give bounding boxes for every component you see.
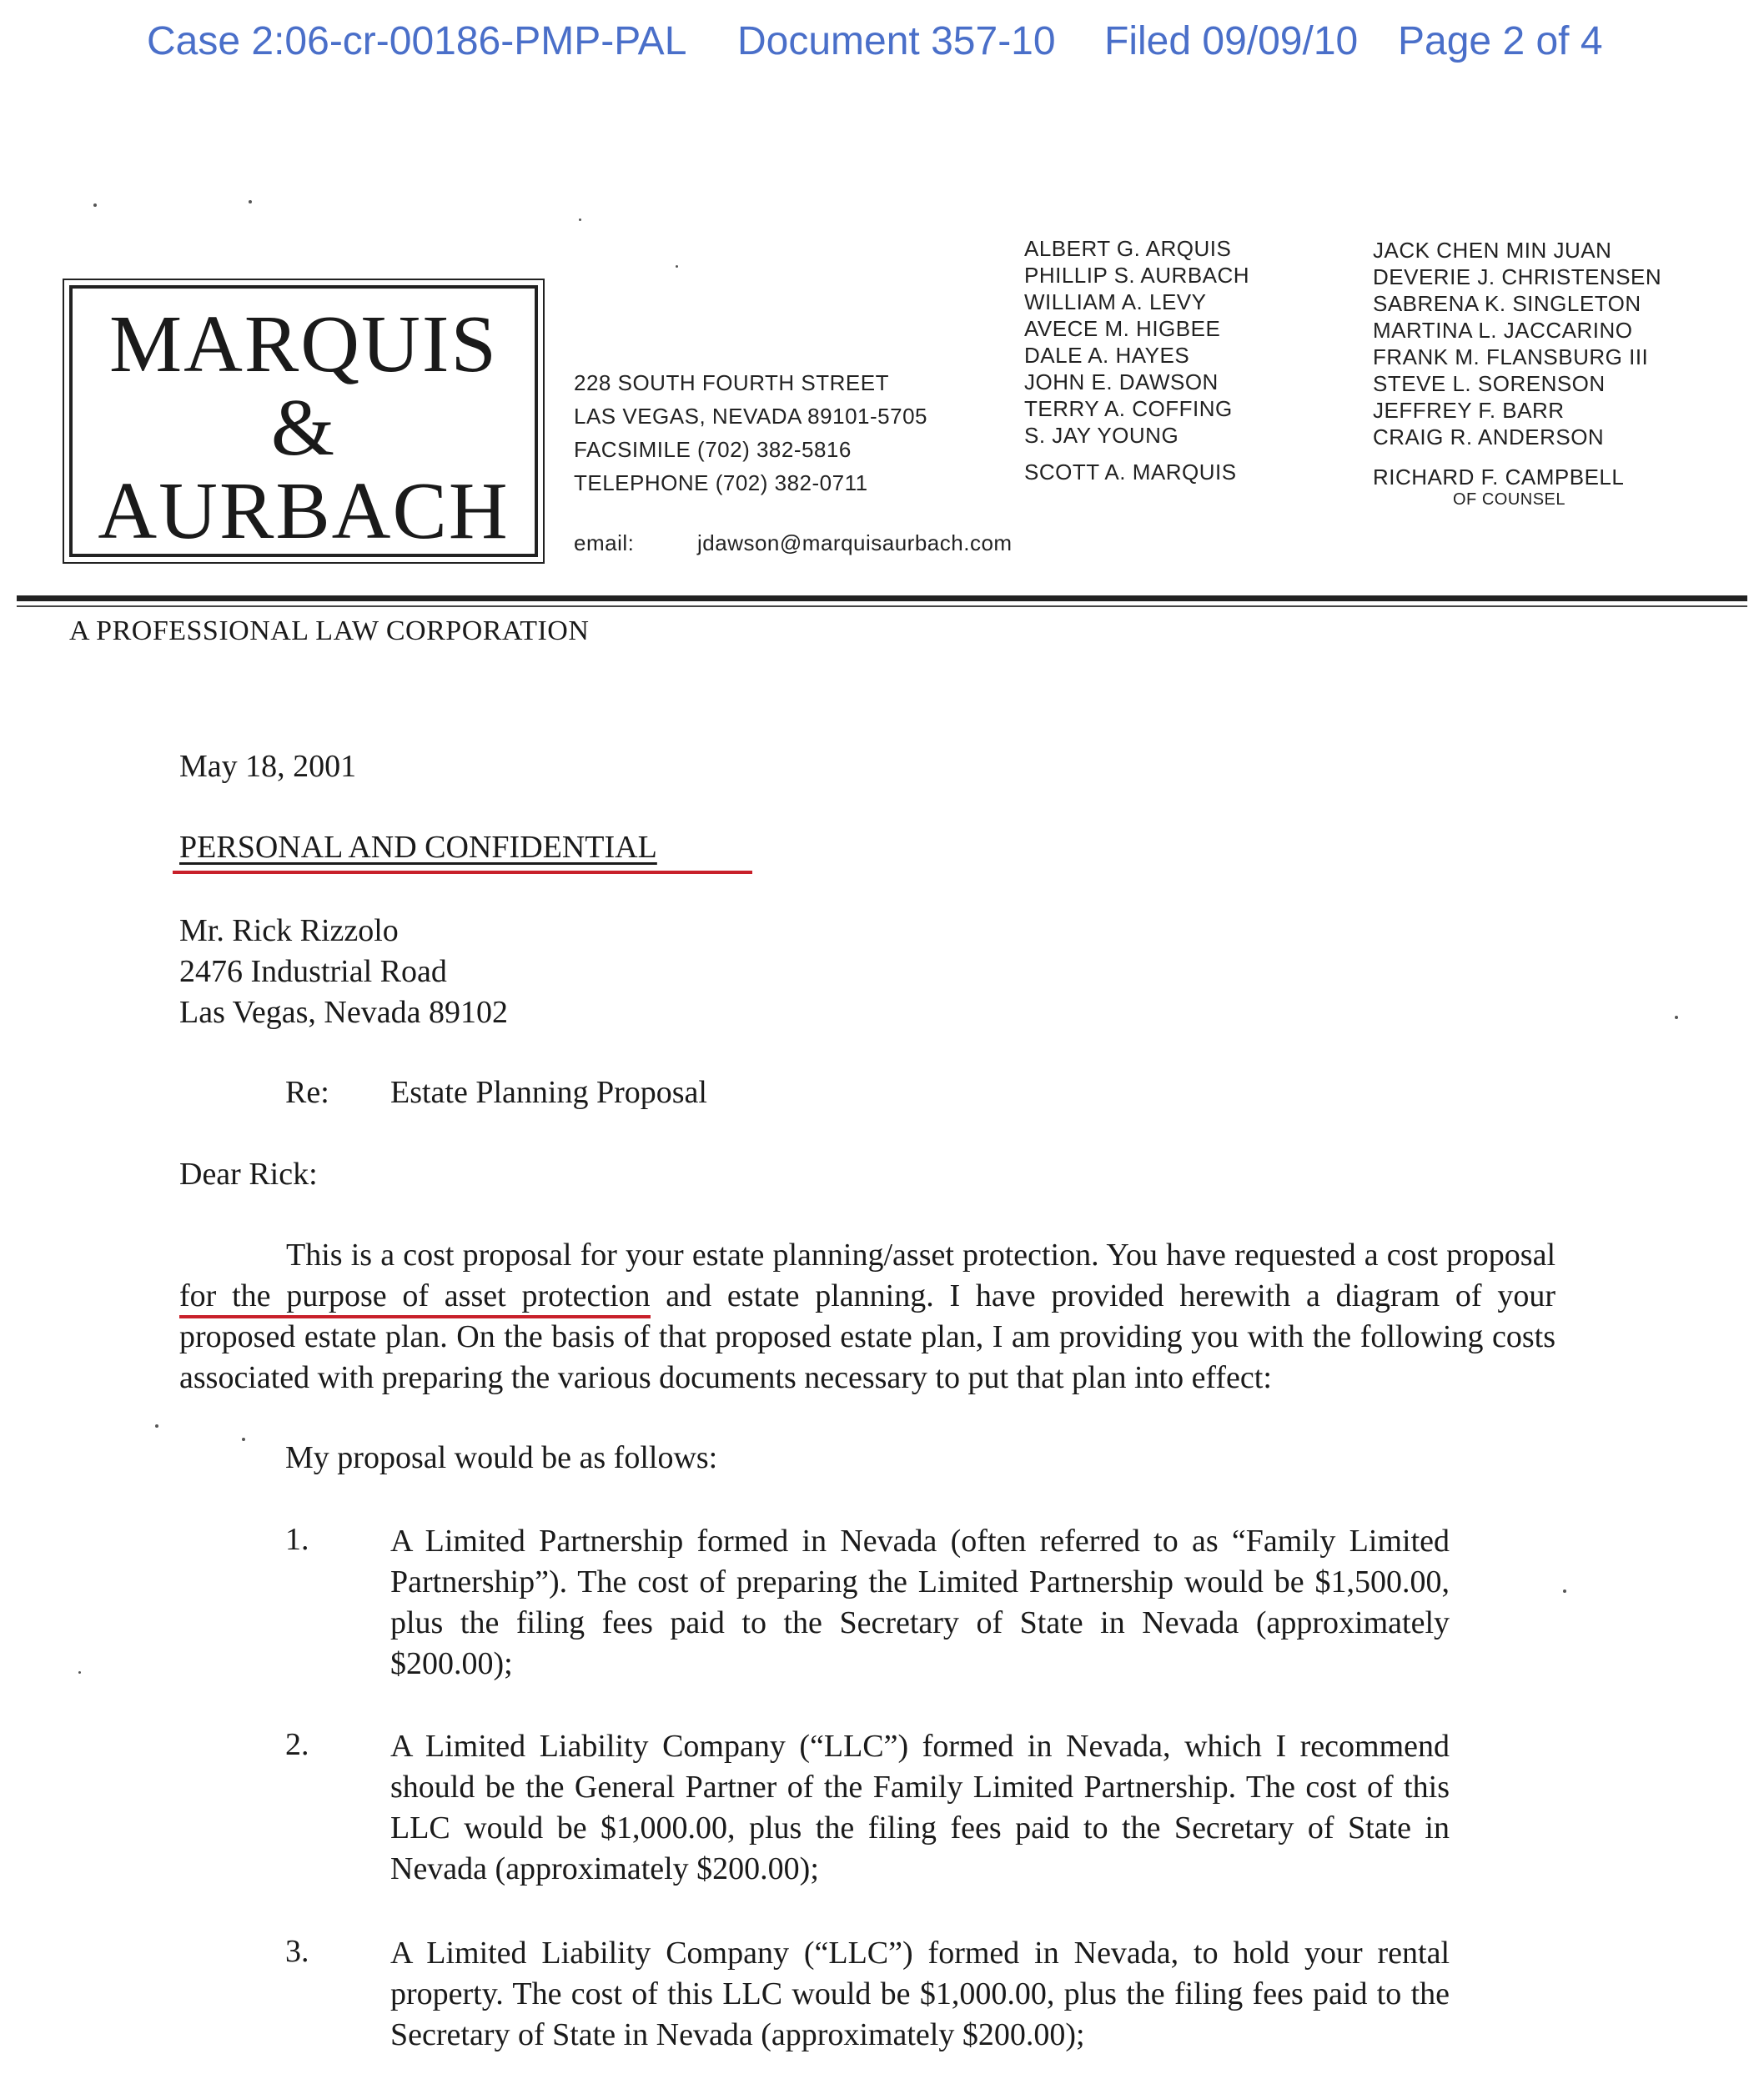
item-number: 1. <box>285 1522 309 1557</box>
intro-text-end: and estate planning. I have provided herewith a diagram of your proposed estate plan. On the basis of that proposed estate plan, I am providing you with the following costs associated with preparing the various documents necessary to put that plan into effect: <box>179 1278 1556 1395</box>
logo-ampersand: & <box>270 383 337 473</box>
firm-telephone: TELEPHONE (702) 382-0711 <box>574 470 868 495</box>
firm-logo <box>69 285 538 557</box>
attorney-name: JEFFREY F. BARR <box>1373 398 1565 423</box>
proposal-item-text: A Limited Liability Company (“LLC”) formed in Nevada, which I recommend should be the General Partner of the Family Limited Partnership. The cost of this LLC would be $1,000.00, plus the filing fees paid to the Secretary of State in Nevada (approximately $200.00); <box>390 1729 1450 1886</box>
attorney-name: MARTINA L. JACCARINO <box>1373 318 1633 343</box>
attorney-name: PHILLIP S. AURBACH <box>1024 263 1250 288</box>
re-subject: Estate Planning Proposal <box>390 1075 707 1110</box>
filed-date: Filed 09/09/10 <box>1104 19 1359 63</box>
attorney-name: TERRY A. COFFING <box>1024 396 1233 421</box>
intro-text-start: This is a cost proposal for your estate planning/asset protection. You have requested a cost proposal <box>286 1238 1555 1273</box>
firm-street: 228 SOUTH FOURTH STREET <box>574 370 889 395</box>
firm-email <box>574 530 1013 556</box>
scan-speck <box>1563 1589 1566 1593</box>
logo-line-marquis: MARQUIS <box>109 299 498 389</box>
attorney-name: RICHARD F. CAMPBELL <box>1373 465 1625 490</box>
attorney-name: ALBERT G. ARQUIS <box>1024 236 1232 261</box>
scan-speck <box>93 203 97 207</box>
salutation: Dear Rick: <box>179 1157 318 1192</box>
of-counsel-label: OF COUNSEL <box>1453 490 1566 509</box>
page-indicator: Page 2 of 4 <box>1398 19 1603 63</box>
attorney-name: JACK CHEN MIN JUAN <box>1373 238 1612 263</box>
firm-address <box>574 370 974 495</box>
proposal-item-text: A Limited Liability Company (“LLC”) formed in Nevada, to hold your rental property. The cost of this LLC would be $1,000.00, plus the filing fees paid to the Secretary of State in Nevada (approximately $200.00); <box>390 1936 1450 2052</box>
firm-city: LAS VEGAS, NEVADA 89101-5705 <box>574 404 927 429</box>
attorney-name: S. JAY YOUNG <box>1024 423 1179 448</box>
recipient-address <box>179 911 508 1033</box>
letterhead-rule-thin <box>17 605 1747 607</box>
item-number: 2. <box>285 1727 309 1762</box>
attorney-name: CRAIG R. ANDERSON <box>1373 424 1605 449</box>
proposal-item-text: A Limited Partnership formed in Nevada (often referred to as “Family Limited Partnership”). The cost of preparing the Limited Partnership would be $1,500.00, plus the filing fees paid to the Secretary of State in Nevada (approximately $200.00); <box>390 1524 1450 1681</box>
attorney-name: DALE A. HAYES <box>1024 343 1190 368</box>
attorney-name: SABRENA K. SINGLETON <box>1373 291 1641 316</box>
attorney-name: DEVERIE J. CHRISTENSEN <box>1373 264 1662 289</box>
confidential-heading: PERSONAL AND CONFIDENTIAL <box>179 830 657 865</box>
attorney-name: FRANK M. FLANSBURG III <box>1373 344 1649 369</box>
recipient-street: 2476 Industrial Road <box>179 954 447 989</box>
email-value: jdawson@marquisaurbach.com <box>697 530 1013 555</box>
item-number: 3. <box>285 1934 309 1969</box>
scan-speck <box>242 1438 245 1441</box>
red-annotation-underline <box>173 871 752 874</box>
scan-speck <box>676 265 678 268</box>
intro-paragraph <box>179 1235 1555 1399</box>
attorney-name: WILLIAM A. LEVY <box>1024 289 1207 314</box>
attorney-list-right <box>1373 237 1661 509</box>
recipient-name: Mr. Rick Rizzolo <box>179 913 399 948</box>
letterhead-rule <box>17 595 1747 601</box>
case-number: Case 2:06-cr-00186-PMP-PAL <box>147 19 687 63</box>
letter-date: May 18, 2001 <box>179 749 357 784</box>
scan-speck <box>78 1671 81 1674</box>
re-label: Re: <box>285 1075 329 1110</box>
attorney-list-left <box>1024 235 1249 485</box>
underlined-phrase: for the purpose of asset protection <box>179 1278 651 1318</box>
document-number: Document 357-10 <box>737 19 1056 63</box>
scan-speck <box>579 218 581 221</box>
attorney-name: STEVE L. SORENSON <box>1373 371 1606 396</box>
scan-speck <box>1675 1016 1678 1019</box>
attorney-name: AVECE M. HIGBEE <box>1024 316 1221 341</box>
scan-speck <box>155 1424 158 1428</box>
firm-facsimile: FACSIMILE (702) 382-5816 <box>574 437 852 462</box>
email-label: email: <box>574 530 635 555</box>
recipient-city: Las Vegas, Nevada 89102 <box>179 995 508 1030</box>
corporation-label: A PROFESSIONAL LAW CORPORATION <box>69 615 590 646</box>
proposal-intro: My proposal would be as follows: <box>285 1440 718 1475</box>
scan-speck <box>249 200 252 203</box>
attorney-name: JOHN E. DAWSON <box>1024 369 1219 394</box>
logo-line-aurbach: AURBACH <box>98 466 510 556</box>
attorney-name: SCOTT A. MARQUIS <box>1024 459 1237 485</box>
